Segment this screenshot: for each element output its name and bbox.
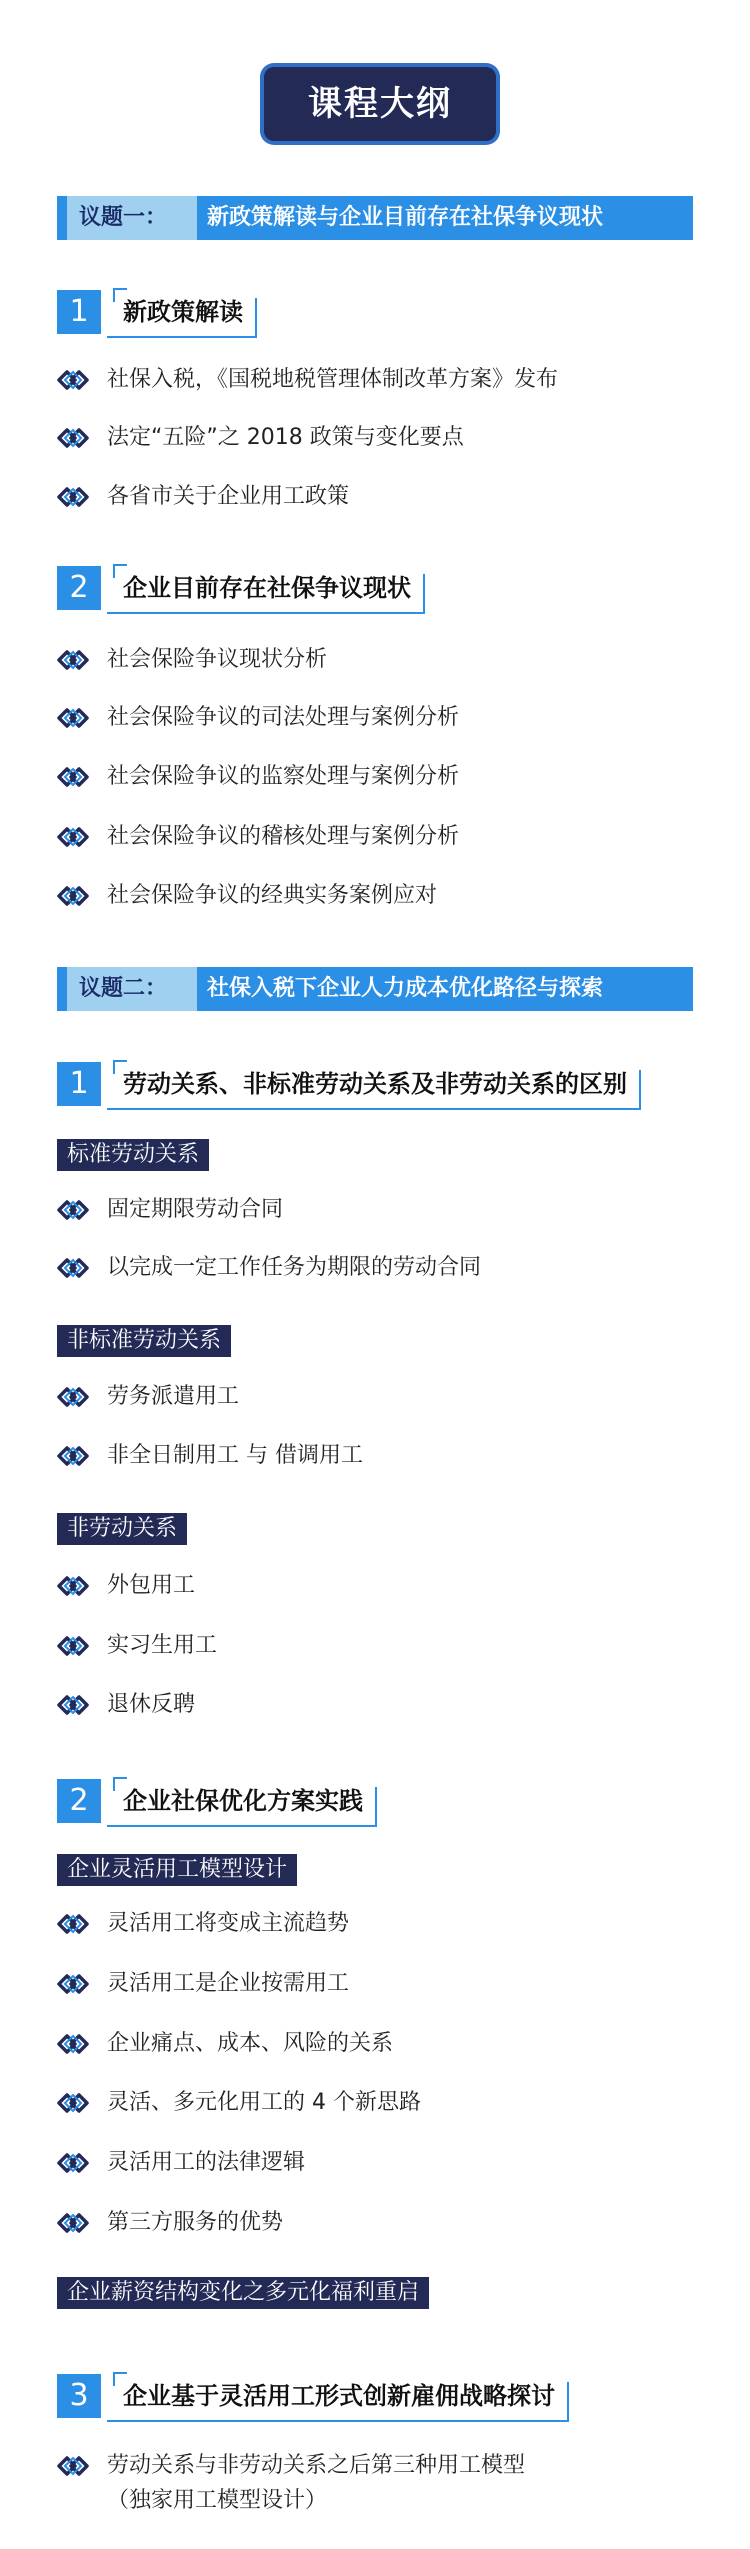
item-text: 外包用工 [107, 1573, 196, 1598]
item-text: 固定期限劳动合同 [107, 1197, 284, 1222]
sub-label: 非劳动关系 [57, 1513, 187, 1545]
double-diamond-bullet-icon [57, 2456, 91, 2476]
double-diamond-bullet-icon [57, 827, 91, 847]
item-text: 各省市关于企业用工政策 [107, 484, 350, 509]
section-heading [113, 292, 257, 332]
double-diamond-bullet-icon [57, 1576, 91, 1596]
double-diamond-bullet-icon [57, 2153, 91, 2173]
double-diamond-bullet-icon [57, 2034, 91, 2054]
topic-title: 社保入税下企业人力成本优化路径与探索 [207, 976, 604, 1001]
item-text: 企业痛点、成本、风险的关系 [107, 2031, 394, 2056]
item-text: 灵活用工的法律逻辑 [107, 2150, 306, 2175]
section-heading [113, 1064, 641, 1104]
heading-bracket [113, 288, 127, 302]
double-diamond-bullet-icon [57, 650, 91, 670]
double-diamond-bullet-icon [57, 1695, 91, 1715]
sub-label: 企业薪资结构变化之多元化福利重启 [57, 2277, 429, 2309]
double-diamond-bullet-icon [57, 2093, 91, 2113]
topic-label: 议题二： [67, 967, 197, 1011]
heading-bracket [113, 1060, 127, 1074]
double-diamond-bullet-icon [57, 1914, 91, 1934]
heading-rightline [567, 2382, 569, 2422]
item-text: 实习生用工 [107, 1633, 218, 1658]
item-text: 灵活、多元化用工的 4 个新思路 [107, 2090, 421, 2115]
section-number: 2 [57, 1779, 101, 1823]
heading-underline [107, 336, 257, 338]
item-text: 劳动关系与非劳动关系之后第三种用工模型 [107, 2453, 526, 2478]
section-number: 1 [57, 290, 101, 334]
double-diamond-bullet-icon [57, 487, 91, 507]
item-text: 第三方服务的优势 [107, 2210, 284, 2235]
section-heading-text: 劳动关系、非标准劳动关系及非劳动关系的区别 [123, 1070, 627, 1098]
heading-underline [107, 1108, 641, 1110]
double-diamond-bullet-icon [57, 1387, 91, 1407]
section-heading-text: 企业目前存在社保争议现状 [123, 574, 411, 602]
section-number: 1 [57, 1062, 101, 1106]
section-heading [113, 1781, 377, 1821]
page-title: 课程大纲 [264, 67, 496, 141]
heading-rightline [639, 1070, 641, 1110]
topic-bar-2 [57, 967, 693, 1011]
list-item-continuation [107, 2481, 327, 2521]
item-text: （独家用工模型设计） [107, 2488, 328, 2513]
section-number: 2 [57, 566, 101, 610]
item-text: 退休反聘 [107, 1692, 196, 1717]
section-heading-text: 企业基于灵活用工形式创新雇佣战略探讨 [123, 2382, 555, 2410]
double-diamond-bullet-icon [57, 1200, 91, 1220]
double-diamond-bullet-icon [57, 886, 91, 906]
heading-bracket [113, 1777, 127, 1791]
item-text: 劳务派遣用工 [107, 1384, 240, 1409]
double-diamond-bullet-icon [57, 708, 91, 728]
double-diamond-bullet-icon [57, 1258, 91, 1278]
item-text: 社保入税，《国税地税管理体制改革方案》发布 [107, 367, 559, 392]
double-diamond-bullet-icon [57, 767, 91, 787]
double-diamond-bullet-icon [57, 1446, 91, 1466]
section-heading [113, 568, 425, 608]
double-diamond-bullet-icon [57, 1636, 91, 1656]
item-text: 以完成一定工作任务为期限的劳动合同 [107, 1255, 482, 1280]
sub-label: 标准劳动关系 [57, 1139, 209, 1171]
heading-bracket [113, 2372, 127, 2386]
section-heading [113, 2376, 569, 2416]
heading-rightline [255, 298, 257, 338]
item-text: 灵活用工将变成主流趋势 [107, 1911, 350, 1936]
item-text: 社会保险争议的经典实务案例应对 [107, 883, 438, 908]
item-text: 社会保险争议的司法处理与案例分析 [107, 705, 460, 730]
section-heading-text: 新政策解读 [123, 298, 243, 326]
double-diamond-bullet-icon [57, 428, 91, 448]
sub-label: 企业灵活用工模型设计 [57, 1854, 297, 1886]
topic-bar-1 [57, 196, 693, 240]
heading-underline [107, 2420, 569, 2422]
topic-label: 议题一： [67, 196, 197, 240]
section-heading-text: 企业社保优化方案实践 [123, 1787, 363, 1815]
heading-rightline [423, 574, 425, 614]
item-text: 灵活用工是企业按需用工 [107, 1971, 350, 1996]
heading-rightline [375, 1787, 377, 1827]
item-text: 非全日制用工 与 借调用工 [107, 1443, 363, 1468]
heading-underline [107, 1825, 377, 1827]
double-diamond-bullet-icon [57, 1974, 91, 1994]
item-text: 社会保险争议的监察处理与案例分析 [107, 764, 460, 789]
heading-underline [107, 612, 425, 614]
item-text: 社会保险争议的稽核处理与案例分析 [107, 824, 460, 849]
sub-label: 非标准劳动关系 [57, 1325, 231, 1357]
section-number: 3 [57, 2374, 101, 2418]
item-text: 法定“五险”之 2018 政策与变化要点 [107, 425, 464, 450]
topic-title: 新政策解读与企业目前存在社保争议现状 [207, 205, 604, 230]
heading-bracket [113, 564, 127, 578]
item-text: 社会保险争议现状分析 [107, 647, 328, 672]
double-diamond-bullet-icon [57, 2213, 91, 2233]
double-diamond-bullet-icon [57, 370, 91, 390]
